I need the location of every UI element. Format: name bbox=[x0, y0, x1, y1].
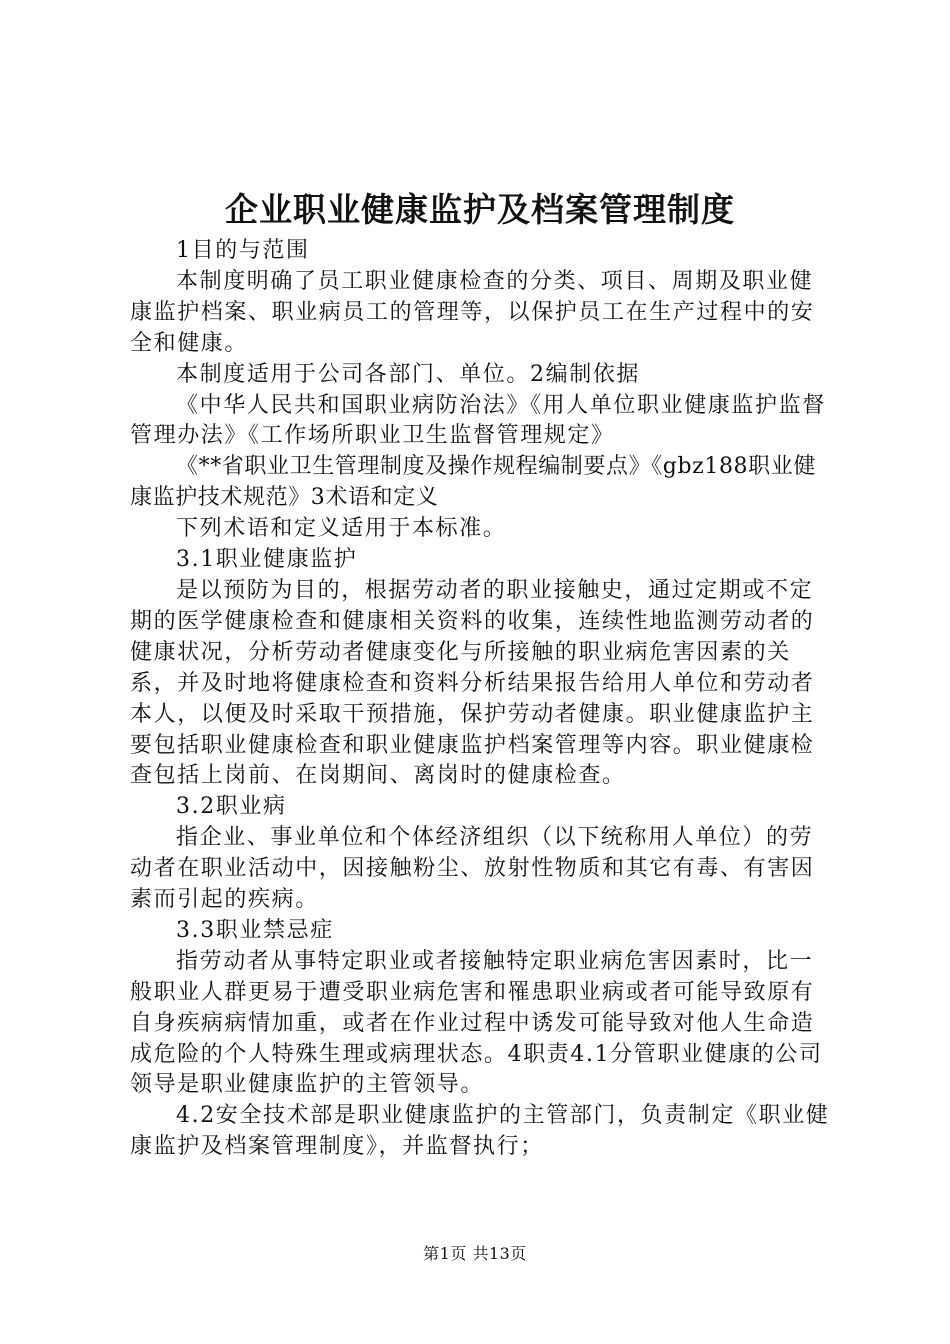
paragraph-basis-laws: 《中华人民共和国职业病防治法》《用人单位职业健康监护监督管理办法》《工作场所职业卫生监督管理规定》 bbox=[130, 392, 826, 449]
section-heading-health-monitoring: 3.1职业健康监护 bbox=[176, 547, 358, 573]
paragraph-purpose: 本制度明确了员工职业健康检查的分类、项目、周期及职业健康监护档案、职业病员工的管理等，以保护员工在生产过程中的安全和健康。 bbox=[130, 268, 815, 356]
paragraph-responsibility: 4.2安全技术部是职业健康监护的主管部门，负责制定《职业健康监护及档案管理制度》，并监督执行； bbox=[130, 1103, 830, 1160]
paragraph-occupational-disease: 指企业、事业单位和个体经济组织（以下统称用人单位）的劳动者在职业活动中，因接触粉尘、放射性物质和其它有毒、有害因素而引起的疾病。 bbox=[130, 825, 815, 913]
document-body bbox=[130, 236, 830, 1163]
paragraph-health-monitoring: 是以预防为目的，根据劳动者的职业接触史，通过定期或不定期的医学健康检查和健康相关资料的收集，连续性地监测劳动者的健康状况，分析劳动者健康变化与所接触的职业病危害因素的关系，并及时地将健康检查和资料分析结果报告给用人单位和劳动者本人，以便及时采取干预措施，保护劳动者健康。职业健康监护主要包括职业健康检查和职业健康监护档案管理等内容。职业健康检查包括上岗前、在岗期间、离岗时的健康检查。 bbox=[130, 577, 815, 789]
section-heading-contraindication: 3.3职业禁忌症 bbox=[176, 917, 334, 943]
section-heading-occupational-disease: 3.2职业病 bbox=[176, 794, 287, 820]
paragraph-contraindication: 指劳动者从事特定职业或者接触特定职业病危害因素时，比一般职业人群更易于遭受职业病危害和罹患职业病或者可能导致原有自身疾病病情加重，或者在作业过程中诱发可能导致对他人生命造成危险的个人特殊生理或病理状态。4职责4.1分管职业健康的公司领导是职业健康监护的主管领导。 bbox=[130, 948, 823, 1098]
document-title: 企业职业健康监护及档案管理制度 bbox=[225, 190, 735, 229]
section-heading-purpose-scope: 1目的与范围 bbox=[176, 238, 310, 263]
page-footer: 第1页 共13页 bbox=[423, 1244, 527, 1263]
paragraph-basis-standards: 《**省职业卫生管理制度及操作规程编制要点》《gbz188职业健康监护技术规范》3术语和定义 bbox=[130, 454, 816, 511]
paragraph-terms-intro: 下列术语和定义适用于本标准。 bbox=[176, 516, 507, 542]
paragraph-scope: 本制度适用于公司各部门、单位。2编制依据 bbox=[176, 361, 640, 387]
